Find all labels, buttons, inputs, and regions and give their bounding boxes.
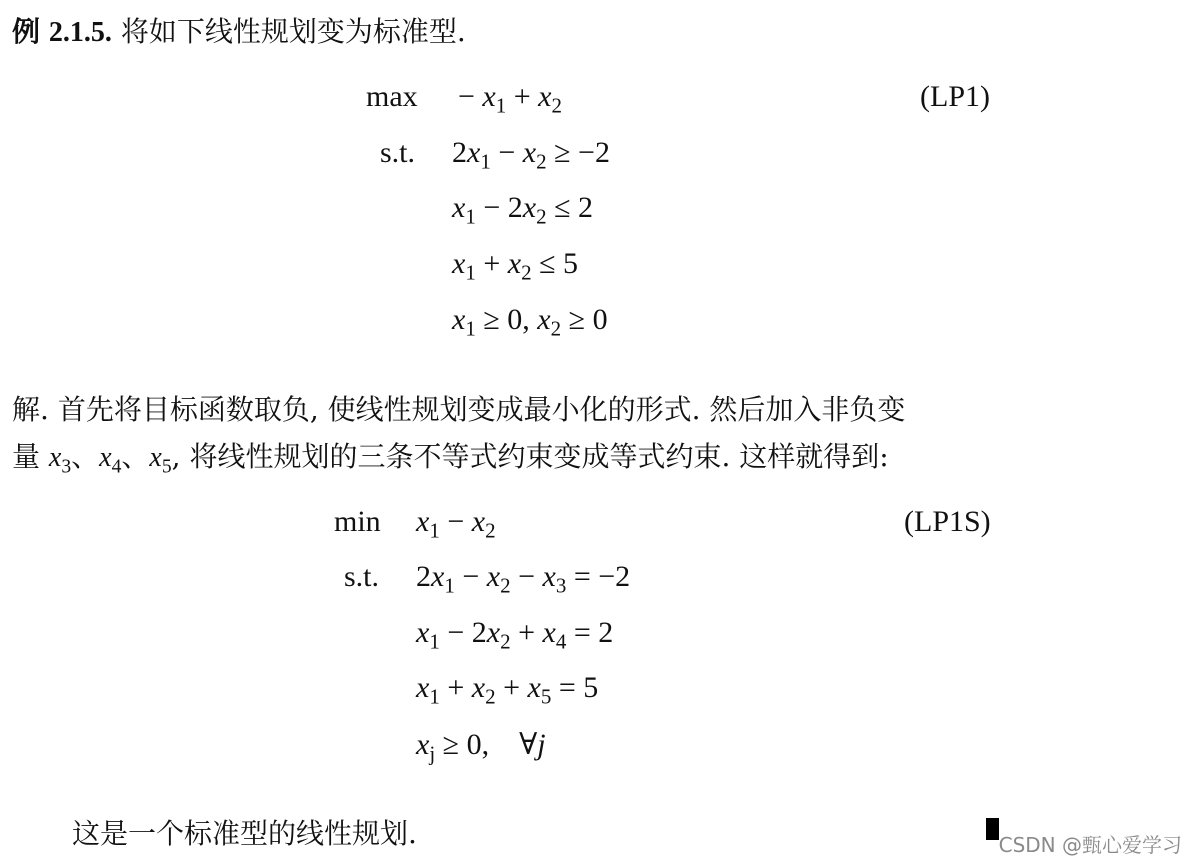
lp1s-constraint-3: $x_1 + x_2 + x_5 = 5$ (416, 671, 599, 709)
solution-text-2-prefix: 量 (12, 440, 41, 473)
example-number: 2.1.5. (48, 17, 112, 48)
lp1-constraint-4: $x_1 \ge 0$, $x_2 \ge 0$ (452, 303, 608, 341)
var-x5: $x_5$ (149, 442, 172, 478)
solution-text-2-suffix: , 将线性规划的三条不等式约束变成等式约束. 这样就得到: (171, 440, 889, 473)
conclusion-text: 这是一个标准型的线性规划. (72, 817, 417, 850)
lp1-objective-keyword: max (366, 80, 418, 113)
solution-text-1: 首先将目标函数取负, 使线性规划变成最小化的形式. 然后加入非负变 (57, 393, 906, 426)
var-x3: $x_3$ (48, 442, 72, 478)
lp1-constraint-1: $2x_1 - x_2 \ge -2$ (452, 136, 610, 174)
separator: 、 (121, 440, 150, 473)
lp1s-objective-keyword: min (334, 505, 381, 538)
separator: 、 (71, 440, 100, 473)
lp1-constraint-2: $x_1 - 2x_2 \le 2$ (452, 191, 594, 229)
lp1s-equation-tag: (LP1S) (904, 505, 991, 538)
lp1s-constraint-2: $x_1 - 2x_2 + x_4 = 2$ (416, 616, 614, 654)
lp1-objective-expression: − $x_1 + x_2$ (458, 80, 562, 118)
example-heading (12, 10, 466, 50)
var-x4: $x_4$ (99, 442, 122, 478)
example-label: 例 (12, 15, 41, 48)
lp1s-constraint-4: $x_j \ge 0$, ∀j (416, 728, 546, 766)
lp1-equation-tag: (LP1) (920, 80, 990, 113)
watermark: CSDN @甄心爱学习 (998, 833, 1182, 857)
solution-label: 解. (12, 393, 49, 426)
solution-line-1 (12, 388, 905, 428)
lp1-st-keyword: s.t. (380, 136, 416, 169)
lp1s-st-keyword: s.t. (344, 560, 380, 593)
lp1s-constraint-1: $2x_1 - x_2 - x_3 = -2$ (416, 560, 631, 598)
solution-line-2 (12, 435, 889, 478)
lp1s-objective-expression: $x_1 - x_2$ (416, 505, 496, 543)
lp1-constraint-3: $x_1 + x_2 \le 5$ (452, 247, 579, 285)
example-text: 将如下线性规划变为标准型. (120, 15, 466, 48)
text-cursor (986, 818, 999, 840)
